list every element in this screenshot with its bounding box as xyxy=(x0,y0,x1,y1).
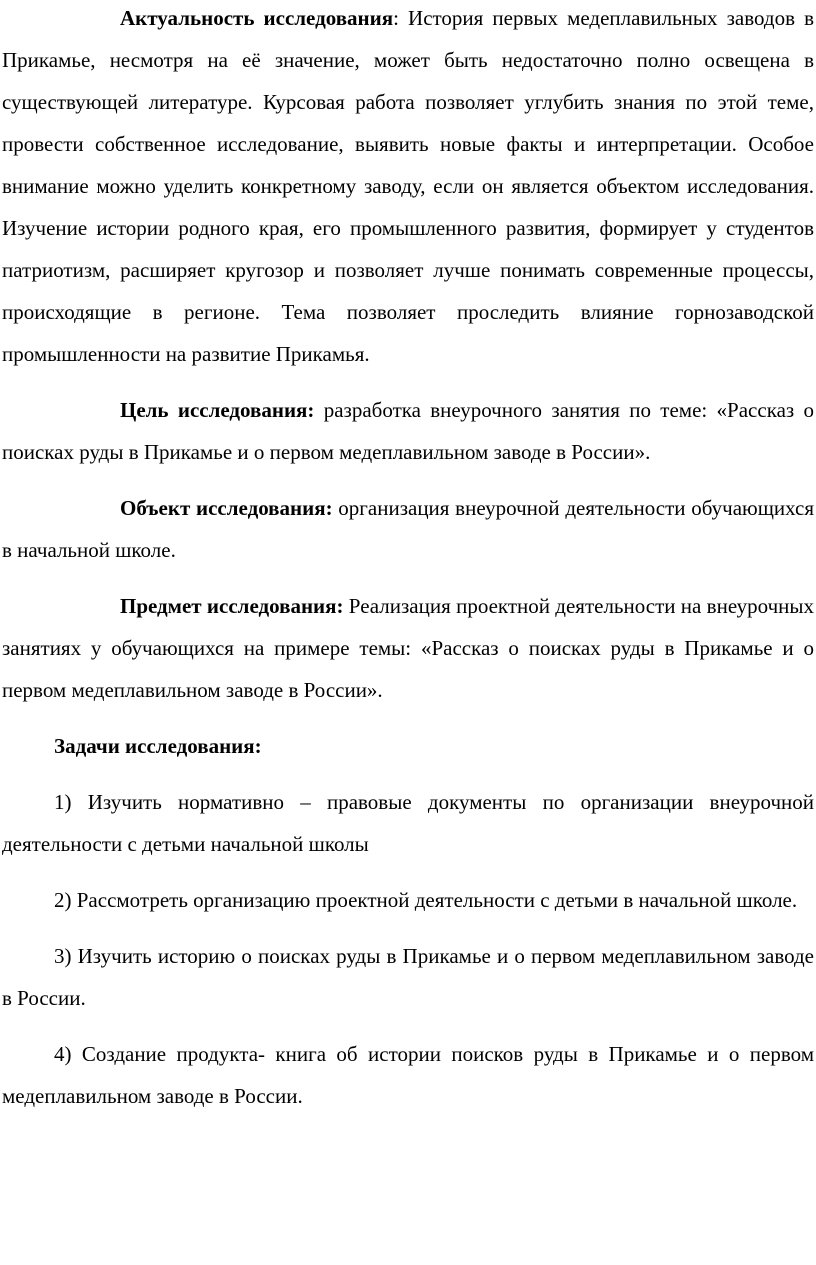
paragraph-actuality-text: : История первых медеплавильных заводов в Прикамье, несмотря на её значение, может быть недостаточно полно освещена в существующей литературе. Курсовая работа позволяет углубить знания по этой теме, провести собственное исследование, выявить новые факты и интерпретации. Особое внимание можно уделить конкретному заводу, если он является объектом исследования. Изучение истории родного края, его промышленного развития, формирует у студентов патриотизм, расширяет кругозор и позволяет лучше понимать современные процессы, происходящие в регионе. Тема позволяет проследить влияние горнозаводской промышленности на развитие Прикамья. xyxy=(2,6,815,366)
paragraph-object xyxy=(2,487,814,571)
task-item-2-text: 2) Рассмотреть организацию проектной деятельности с детьми в начальной школе. xyxy=(54,888,798,912)
task-item-2 xyxy=(2,879,814,921)
paragraph-subject-text: Реализация проектной деятельности на внеурочных занятиях у обучающихся на примере темы: «Рассказ о поисках руды в Прикамье и о первом медеплавильном заводе в России». xyxy=(2,594,814,702)
paragraph-subject-lead: Предмет исследования: xyxy=(120,594,344,618)
task-item-3 xyxy=(2,935,814,1019)
paragraph-object-text: организация внеурочной деятельности обучающихся в начальной школе. xyxy=(2,496,814,562)
paragraph-actuality xyxy=(2,0,814,375)
paragraph-goal-text: разработка внеурочного занятия по теме: «Рассказ о поисках руды в Прикамье и о первом медеплавильном заводе в России». xyxy=(2,398,815,464)
paragraph-subject xyxy=(2,585,814,711)
paragraph-tasks-heading-lead: Задачи исследования: xyxy=(54,734,262,758)
task-item-4 xyxy=(2,1033,814,1117)
task-item-1 xyxy=(2,781,814,865)
task-item-3-text: 3) Изучить историю о поисках руды в Прикамье и о первом медеплавильном заводе в России. xyxy=(2,944,814,1010)
task-item-4-text: 4) Создание продукта- книга об истории поисков руды в Прикамье и о первом медеплавильном заводе в России. xyxy=(2,1042,814,1108)
paragraph-goal-lead: Цель исследования: xyxy=(120,398,315,422)
paragraph-actuality-lead: Актуальность исследования xyxy=(120,6,394,30)
paragraph-tasks-heading xyxy=(2,725,814,767)
paragraph-object-lead: Объект исследования: xyxy=(120,496,333,520)
paragraph-goal xyxy=(2,389,814,473)
task-item-1-text: 1) Изучить нормативно – правовые документы по организации внеурочной деятельности с детьми начальной школы xyxy=(2,790,814,856)
